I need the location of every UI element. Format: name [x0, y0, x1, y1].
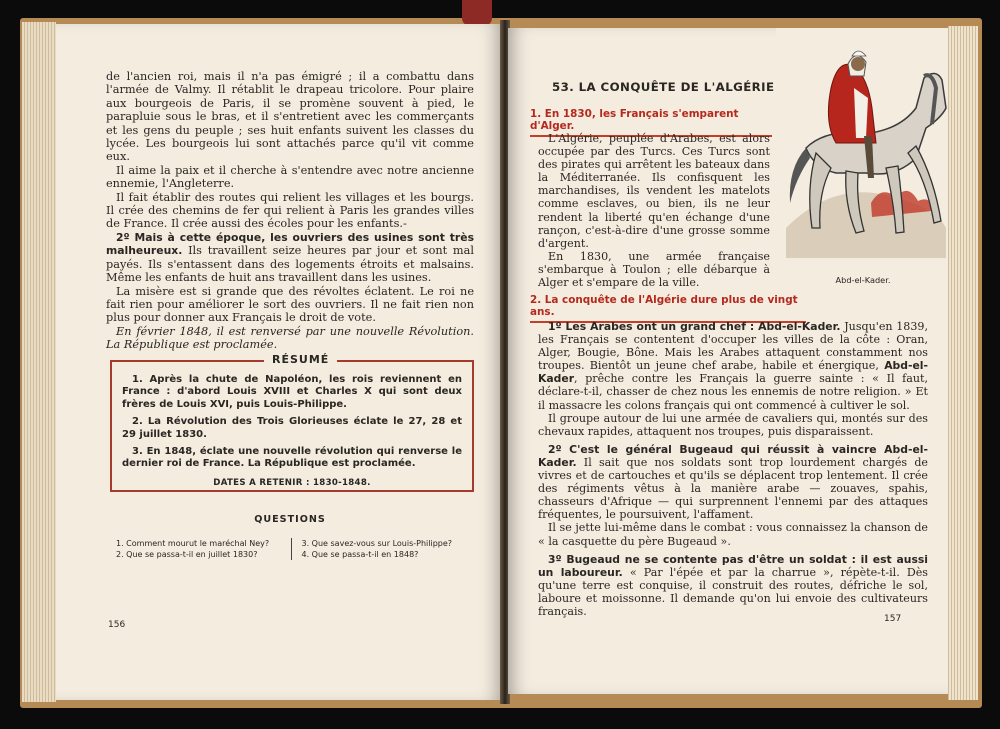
point-2 [538, 443, 928, 522]
question-item: 3. Que savez-vous sur Louis-Philippe? [301, 539, 453, 548]
point-1-heading: 1º Les Arabes ont un grand chef : Abd-el-Kader. [548, 320, 841, 333]
questions [116, 538, 476, 560]
left-page-edges [22, 22, 56, 702]
section-2-text [538, 320, 928, 618]
point-2 [106, 231, 474, 285]
resume-title: RÉSUMÉ [264, 354, 337, 366]
resume-dates: DATES A RETENIR : 1830-1848. [213, 477, 371, 488]
section-1-title: 1. En 1830, les Français s'emparent d'Alger. [530, 108, 772, 137]
page-number-left: 156 [108, 620, 126, 630]
point-3-heading: 3º Bugeaud ne se contente pas d'être un soldat : il est aussi un laboureur. [538, 552, 928, 579]
page-number-right: 157 [884, 614, 902, 624]
resume-item: 2. La Révolution des Trois Glorieuses éclate le 27, 28 et 29 juillet 1830. [122, 416, 462, 440]
point-2-text: Il sait que nos soldats sont trop lourdement chargés de vivres et de cartouches et qu'ils se déplacent trop lentement. Il crée des régiments vêtus à la manière arabe — zouaves, spahis, chasseurs d'Afrique — qui surprennent l'ennemi par des attaques fréquentes, le poursuivent, l'affament. [538, 455, 928, 522]
paragraph-italic: En février 1848, il est renversé par une nouvelle Révolution. La République est proclamée. [106, 324, 474, 352]
right-page-edges [948, 26, 978, 700]
questions-column-1 [116, 538, 291, 560]
right-page [508, 28, 948, 694]
point-2-heading: 2º Mais à cette époque, les ouvriers des usines sont très malheureux. [106, 230, 474, 258]
questions-column-2 [291, 538, 477, 560]
section-2-title: 2. La conquête de l'Algérie dure plus de vingt ans. [530, 294, 806, 323]
question-item: 4. Que se passa-t-il en 1848? [301, 550, 419, 559]
paragraph: Il aime la paix et il cherche à s'entendre avec notre ancienne ennemie, l'Angleterre. [106, 163, 474, 191]
ribbon-bookmark [462, 0, 492, 26]
point-2-text: Ils travaillent seize heures par jour et sont mal payés. Ils s'entassent dans des logements étroits et malsains. Même les enfants de huit ans travaillent dans les usines. [106, 244, 474, 285]
paragraph: En 1830, une armée française s'embarque à Toulon ; elle débarque à Alger et s'empare de la ville. [538, 249, 770, 290]
point-1-text: Jusqu'en 1839, les Français se contentent d'occuper les villes de la côte : Oran, Alger, Bougie, Bône. Mais les Arabes attaquent constamment nos troupes. Bientôt un jeune chef arabe, habile et énergique, [538, 320, 929, 373]
section-1-text [538, 132, 770, 289]
point-1-text-2: , prêche contre les Français la guerre sainte : « Il faut, déclare-t-il, chasser de chez nous les ennemis de notre religion. » Et il massacre les colons français qui ont commencé à cultiver le sol. [538, 372, 928, 412]
paragraph: Il se jette lui-même dans le combat : vous connaissez la chanson de « la casquette du père Bugeaud ». [538, 521, 928, 548]
paragraph: La misère est si grande que des révoltes éclatent. Le roi ne fait rien pour améliorer le sort des ouvriers. Il ne fait rien non plus pour donner aux Français le droit de vote. [106, 284, 474, 325]
left-page [56, 24, 502, 700]
paragraph: de l'ancien roi, mais il n'a pas émigré ; il a combattu dans l'armée de Valmy. Il rétablit le drapeau tricolore. Pour plaire aux bourgeois de Paris, il se promène souvent à pied, le parapluie sous le bras, et il s'entretient avec les commerçants et les gens du peuple ; ses huit enfants suivent les classes du lycée. Les bourgeois lui sont attachés parce qu'il vit comme eux. [106, 70, 474, 164]
question-item: 2. Que se passa-t-il en juillet 1830? [116, 550, 258, 559]
resume-item: 3. En 1848, éclate une nouvelle révolution qui renverse le dernier roi de France. La République est proclamée. [122, 446, 462, 470]
point-3-text: « Par l'épée et par la charrue », répète-t-il. Dès qu'une terre est conquise, il construit des routes, défriche le sol, laboure et moissonne. Il demande qu'on lui envoie des cultivateurs français. [538, 565, 928, 618]
paragraph: L'Algérie, peuplée d'Arabes, est alors occupée par des Turcs. Ces Turcs sont des pirates qui arrêtent les bateaux dans la Méditerranée. Ils confisquent les marchandises, ils vendent les matelots comme esclaves, ou bien, ils ne leur rendent la liberté qu'en échange d'une rançon, c'est-à-dire d'une grosse somme d'argent. [538, 132, 770, 250]
resume-item: 1. Après la chute de Napoléon, les rois reviennent en France : d'abord Louis XVIII et Charles X qui sont deux frères de Louis XVI, puis Louis-Philippe. [122, 374, 462, 410]
abd-el-kader-illustration [776, 28, 948, 278]
paragraph: Il groupe autour de lui une armée de cavaliers qui, montés sur des chevaux rapides, attaquent nos troupes, puis disparaissent. [538, 411, 928, 438]
illustration-caption: Abd-el-Kader. [835, 275, 891, 285]
questions-title: QUESTIONS [254, 514, 326, 525]
chapter-title: 53. LA CONQUÊTE DE L'ALGÉRIE [552, 80, 775, 94]
resume-box [110, 353, 474, 492]
point-2-heading: 2º C'est le général Bugeaud qui réussit à vaincre Abd-el-Kader. [538, 442, 928, 469]
point-1 [538, 320, 928, 412]
point-3 [538, 553, 928, 618]
question-item: 1. Comment mourut le maréchal Ney? [116, 539, 270, 548]
left-body-text [106, 70, 474, 352]
paragraph: Il fait établir des routes qui relient les villages et les bourgs. Il crée des chemins de fer qui relient à Paris les grandes villes de France. Il crée aussi des écoles pour les enfants.- [106, 190, 474, 231]
point-1-name: Abd-el-Kader [538, 359, 928, 386]
